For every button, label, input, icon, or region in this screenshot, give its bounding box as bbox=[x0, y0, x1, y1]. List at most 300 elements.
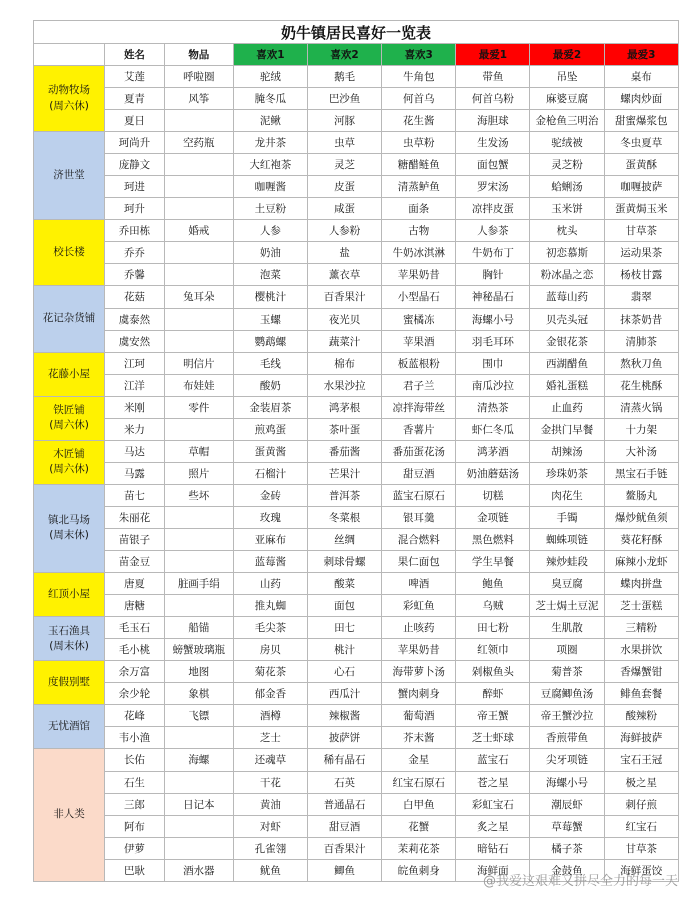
cell-name: 朱丽花 bbox=[105, 506, 165, 528]
table-row bbox=[34, 66, 679, 88]
cell-favorite-1: 鲍鱼 bbox=[456, 573, 530, 595]
cell-favorite-1: 凉拌皮蛋 bbox=[456, 198, 530, 220]
cell-like-2: 辣椒酱 bbox=[307, 705, 381, 727]
location-cell: 济世堂 bbox=[34, 132, 105, 220]
cell-name: 米刚 bbox=[105, 396, 165, 418]
cell-like-2: 皮蛋 bbox=[307, 176, 381, 198]
header-favorite-2: 最爱2 bbox=[530, 44, 604, 66]
cell-favorite-2: 海螺小号 bbox=[530, 771, 604, 793]
table-row bbox=[34, 727, 679, 749]
cell-like-2: 百香果汁 bbox=[307, 837, 381, 859]
cell-like-3: 香薯片 bbox=[382, 418, 456, 440]
table-row bbox=[34, 683, 679, 705]
cell-name: 唐糖 bbox=[105, 595, 165, 617]
cell-favorite-1: 帝王蟹 bbox=[456, 705, 530, 727]
cell-item: 象棋 bbox=[164, 683, 233, 705]
cell-like-3: 花蟹 bbox=[382, 815, 456, 837]
cell-favorite-3: 蛋黄酥 bbox=[604, 154, 678, 176]
cell-item bbox=[164, 418, 233, 440]
cell-name: 乔乔 bbox=[105, 242, 165, 264]
table-row bbox=[34, 617, 679, 639]
cell-favorite-2: 婚礼蛋糕 bbox=[530, 374, 604, 396]
cell-like-3: 蜜橘冻 bbox=[382, 308, 456, 330]
table-row bbox=[34, 220, 679, 242]
cell-favorite-3: 大补汤 bbox=[604, 440, 678, 462]
cell-like-3: 牛奶冰淇淋 bbox=[382, 242, 456, 264]
cell-favorite-3: 麻辣小龙虾 bbox=[604, 551, 678, 573]
cell-favorite-1: 带鱼 bbox=[456, 66, 530, 88]
cell-favorite-2: 蓝莓山药 bbox=[530, 286, 604, 308]
cell-like-3: 皖鱼刺身 bbox=[382, 859, 456, 881]
table-row bbox=[34, 264, 679, 286]
cell-favorite-3: 桌布 bbox=[604, 66, 678, 88]
cell-like-3: 小型晶石 bbox=[382, 286, 456, 308]
cell-item bbox=[164, 154, 233, 176]
cell-like-3: 甜豆酒 bbox=[382, 462, 456, 484]
table-body bbox=[34, 66, 679, 882]
cell-favorite-2: 臭豆腐 bbox=[530, 573, 604, 595]
table-row bbox=[34, 462, 679, 484]
cell-like-1: 金装眉茶 bbox=[233, 396, 307, 418]
cell-favorite-3: 爆炒鱿鱼须 bbox=[604, 506, 678, 528]
cell-item: 螃蟹玻璃瓶 bbox=[164, 639, 233, 661]
cell-like-3: 虫草粉 bbox=[382, 132, 456, 154]
cell-favorite-2: 辣炒蛙段 bbox=[530, 551, 604, 573]
cell-like-1: 驼绒 bbox=[233, 66, 307, 88]
cell-favorite-1: 神秘晶石 bbox=[456, 286, 530, 308]
cell-favorite-2: 玉米饼 bbox=[530, 198, 604, 220]
cell-like-1: 酒樽 bbox=[233, 705, 307, 727]
cell-favorite-2: 手镯 bbox=[530, 506, 604, 528]
cell-like-3: 白甲鱼 bbox=[382, 793, 456, 815]
cell-like-2: 盐 bbox=[307, 242, 381, 264]
cell-like-3: 海带萝卜汤 bbox=[382, 661, 456, 683]
cell-like-2: 甜豆酒 bbox=[307, 815, 381, 837]
cell-item: 地图 bbox=[164, 661, 233, 683]
cell-like-1: 酸奶 bbox=[233, 374, 307, 396]
cell-like-1: 对虾 bbox=[233, 815, 307, 837]
cell-like-3: 君子兰 bbox=[382, 374, 456, 396]
cell-name: 珂升 bbox=[105, 198, 165, 220]
cell-item: 明信片 bbox=[164, 352, 233, 374]
cell-like-3: 果仁面包 bbox=[382, 551, 456, 573]
cell-favorite-2: 金鼓鱼 bbox=[530, 859, 604, 881]
cell-favorite-1: 剁椒鱼头 bbox=[456, 661, 530, 683]
cell-favorite-2: 肉花生 bbox=[530, 484, 604, 506]
cell-name: 毛小桃 bbox=[105, 639, 165, 661]
cell-favorite-2: 西湖醋鱼 bbox=[530, 352, 604, 374]
cell-favorite-1: 围巾 bbox=[456, 352, 530, 374]
cell-like-3: 啤酒 bbox=[382, 573, 456, 595]
cell-like-1: 毛线 bbox=[233, 352, 307, 374]
cell-favorite-2: 生肌散 bbox=[530, 617, 604, 639]
cell-like-1: 芝士 bbox=[233, 727, 307, 749]
table-row bbox=[34, 705, 679, 727]
cell-name: 长佑 bbox=[105, 749, 165, 771]
cell-favorite-3: 红宝石 bbox=[604, 815, 678, 837]
location-cell: 度假别墅 bbox=[34, 661, 105, 705]
table-row bbox=[34, 815, 679, 837]
cell-name: 马露 bbox=[105, 462, 165, 484]
preference-table bbox=[33, 20, 679, 882]
cell-favorite-2: 胡辣汤 bbox=[530, 440, 604, 462]
cell-favorite-1: 金项链 bbox=[456, 506, 530, 528]
cell-favorite-3: 蝶肉拼盘 bbox=[604, 573, 678, 595]
cell-favorite-3: 酸辣粉 bbox=[604, 705, 678, 727]
cell-favorite-2: 香煎带鱼 bbox=[530, 727, 604, 749]
cell-like-2: 棉布 bbox=[307, 352, 381, 374]
table-row bbox=[34, 176, 679, 198]
cell-favorite-2: 潮辰虾 bbox=[530, 793, 604, 815]
cell-item bbox=[164, 330, 233, 352]
cell-like-1: 孔雀翎 bbox=[233, 837, 307, 859]
cell-item bbox=[164, 506, 233, 528]
cell-favorite-3: 海鲜披萨 bbox=[604, 727, 678, 749]
cell-favorite-1: 田七粉 bbox=[456, 617, 530, 639]
cell-favorite-1: 虾仁冬瓜 bbox=[456, 418, 530, 440]
cell-item: 些坏 bbox=[164, 484, 233, 506]
cell-like-2: 石英 bbox=[307, 771, 381, 793]
cell-favorite-1: 牛奶布丁 bbox=[456, 242, 530, 264]
location-cell: 木匠铺 (周六休) bbox=[34, 440, 105, 484]
cell-favorite-1: 黑色燃料 bbox=[456, 528, 530, 550]
location-cell: 花记杂货铺 bbox=[34, 286, 105, 352]
cell-like-1: 房贝 bbox=[233, 639, 307, 661]
cell-favorite-3: 极之星 bbox=[604, 771, 678, 793]
cell-like-3: 止咳药 bbox=[382, 617, 456, 639]
header-favorite-3: 最爱3 bbox=[604, 44, 678, 66]
cell-favorite-3: 蛋黄焗玉米 bbox=[604, 198, 678, 220]
cell-like-3: 古物 bbox=[382, 220, 456, 242]
cell-like-3: 糖醋鲢鱼 bbox=[382, 154, 456, 176]
cell-favorite-1: 醉虾 bbox=[456, 683, 530, 705]
cell-like-3: 牛角包 bbox=[382, 66, 456, 88]
cell-favorite-1: 切糕 bbox=[456, 484, 530, 506]
cell-name: 马达 bbox=[105, 440, 165, 462]
cell-like-1: 龙井茶 bbox=[233, 132, 307, 154]
cell-like-2: 普通晶石 bbox=[307, 793, 381, 815]
cell-like-2: 西瓜汁 bbox=[307, 683, 381, 705]
cell-name: 余万富 bbox=[105, 661, 165, 683]
cell-favorite-2: 帝王蟹沙拉 bbox=[530, 705, 604, 727]
cell-like-2: 灵芝 bbox=[307, 154, 381, 176]
cell-like-1: 毛尖茶 bbox=[233, 617, 307, 639]
cell-favorite-1: 暗钻石 bbox=[456, 837, 530, 859]
cell-favorite-3: 抹茶奶昔 bbox=[604, 308, 678, 330]
cell-favorite-1: 彩虹宝石 bbox=[456, 793, 530, 815]
cell-item: 飞镖 bbox=[164, 705, 233, 727]
cell-like-3: 金星 bbox=[382, 749, 456, 771]
cell-like-3: 苹果奶昔 bbox=[382, 264, 456, 286]
cell-favorite-3: 花生桃酥 bbox=[604, 374, 678, 396]
table-row bbox=[34, 639, 679, 661]
watermark: @我爱这艰难又拼尽全力的每一天 bbox=[482, 874, 678, 889]
cell-favorite-1: 红领巾 bbox=[456, 639, 530, 661]
cell-favorite-1: 羽毛耳环 bbox=[456, 330, 530, 352]
cell-like-2: 稀有晶石 bbox=[307, 749, 381, 771]
cell-like-1: 蛋黄酱 bbox=[233, 440, 307, 462]
cell-favorite-1: 乌贼 bbox=[456, 595, 530, 617]
cell-like-3: 葡萄酒 bbox=[382, 705, 456, 727]
cell-item: 婚戒 bbox=[164, 220, 233, 242]
cell-favorite-3: 甘草茶 bbox=[604, 220, 678, 242]
cell-like-3: 茉莉花茶 bbox=[382, 837, 456, 859]
cell-favorite-1: 生发汤 bbox=[456, 132, 530, 154]
cell-item bbox=[164, 176, 233, 198]
cell-item: 船锚 bbox=[164, 617, 233, 639]
table-row bbox=[34, 154, 679, 176]
cell-name: 阿布 bbox=[105, 815, 165, 837]
cell-like-3: 蓝宝石原石 bbox=[382, 484, 456, 506]
table-row bbox=[34, 88, 679, 110]
cell-favorite-2: 粉冰晶之恋 bbox=[530, 264, 604, 286]
cell-item bbox=[164, 551, 233, 573]
cell-like-3: 红宝石原石 bbox=[382, 771, 456, 793]
cell-like-2: 百香果汁 bbox=[307, 286, 381, 308]
cell-like-1: 还魂草 bbox=[233, 749, 307, 771]
page-title: 奶牛镇居民喜好一览表 bbox=[34, 21, 679, 44]
table-row bbox=[34, 484, 679, 506]
cell-like-2: 虫草 bbox=[307, 132, 381, 154]
table-row bbox=[34, 198, 679, 220]
location-cell: 非人类 bbox=[34, 749, 105, 881]
cell-favorite-1: 清热茶 bbox=[456, 396, 530, 418]
cell-like-3: 混合燃料 bbox=[382, 528, 456, 550]
cell-like-1: 大红袍茶 bbox=[233, 154, 307, 176]
location-cell: 红顶小屋 bbox=[34, 573, 105, 617]
cell-name: 唐夏 bbox=[105, 573, 165, 595]
cell-like-3: 银耳羹 bbox=[382, 506, 456, 528]
cell-item bbox=[164, 771, 233, 793]
cell-like-1: 土豆粉 bbox=[233, 198, 307, 220]
table-row bbox=[34, 793, 679, 815]
table-row bbox=[34, 308, 679, 330]
cell-like-1: 玉螺 bbox=[233, 308, 307, 330]
cell-like-3: 凉拌海带丝 bbox=[382, 396, 456, 418]
cell-like-2: 芒果汁 bbox=[307, 462, 381, 484]
cell-favorite-2: 金拱门早餐 bbox=[530, 418, 604, 440]
cell-name: 虞泰然 bbox=[105, 308, 165, 330]
cell-name: 苗银子 bbox=[105, 528, 165, 550]
header-row bbox=[34, 44, 679, 66]
cell-favorite-2: 初恋慕斯 bbox=[530, 242, 604, 264]
cell-item bbox=[164, 727, 233, 749]
cell-name: 珂进 bbox=[105, 176, 165, 198]
cell-item: 零件 bbox=[164, 396, 233, 418]
cell-name: 三郎 bbox=[105, 793, 165, 815]
cell-like-2: 蔬菜汁 bbox=[307, 330, 381, 352]
header-like-3: 喜欢3 bbox=[382, 44, 456, 66]
table-row bbox=[34, 749, 679, 771]
cell-like-1: 金砖 bbox=[233, 484, 307, 506]
table-row bbox=[34, 837, 679, 859]
cell-like-3: 番茄蛋花汤 bbox=[382, 440, 456, 462]
table-row bbox=[34, 330, 679, 352]
cell-name: 珂尚升 bbox=[105, 132, 165, 154]
cell-item bbox=[164, 242, 233, 264]
cell-favorite-3: 水果拼饮 bbox=[604, 639, 678, 661]
cell-like-2: 桃汁 bbox=[307, 639, 381, 661]
cell-name: 石生 bbox=[105, 771, 165, 793]
cell-like-2: 番茄酱 bbox=[307, 440, 381, 462]
cell-like-1: 泥鳅 bbox=[233, 110, 307, 132]
cell-favorite-3: 熬秋刀鱼 bbox=[604, 352, 678, 374]
table-row bbox=[34, 352, 679, 374]
cell-favorite-3: 清肺茶 bbox=[604, 330, 678, 352]
cell-favorite-1: 人参茶 bbox=[456, 220, 530, 242]
cell-like-2: 河豚 bbox=[307, 110, 381, 132]
cell-favorite-1: 海胆球 bbox=[456, 110, 530, 132]
cell-name: 江珂 bbox=[105, 352, 165, 374]
cell-like-2: 心石 bbox=[307, 661, 381, 683]
cell-favorite-2: 芝士焗土豆泥 bbox=[530, 595, 604, 617]
cell-item: 呼啦圈 bbox=[164, 66, 233, 88]
cell-favorite-3: 香爆蟹钳 bbox=[604, 661, 678, 683]
cell-item bbox=[164, 308, 233, 330]
table-row bbox=[34, 242, 679, 264]
cell-item bbox=[164, 198, 233, 220]
cell-like-1: 咖喱酱 bbox=[233, 176, 307, 198]
cell-like-2: 酸菜 bbox=[307, 573, 381, 595]
cell-like-3: 板蓝根粉 bbox=[382, 352, 456, 374]
location-cell: 无忧酒馆 bbox=[34, 705, 105, 749]
cell-favorite-3: 鲱鱼套餐 bbox=[604, 683, 678, 705]
table-row bbox=[34, 110, 679, 132]
cell-like-1: 干花 bbox=[233, 771, 307, 793]
cell-item: 草帽 bbox=[164, 440, 233, 462]
cell-like-1: 樱桃汁 bbox=[233, 286, 307, 308]
cell-like-1: 山药 bbox=[233, 573, 307, 595]
table-row bbox=[34, 374, 679, 396]
cell-name: 余少轮 bbox=[105, 683, 165, 705]
cell-item: 空药瓶 bbox=[164, 132, 233, 154]
location-cell: 铁匠铺 (周六休) bbox=[34, 396, 105, 440]
header-name: 姓名 bbox=[105, 44, 165, 66]
cell-like-1: 石榴汁 bbox=[233, 462, 307, 484]
header-like-2: 喜欢2 bbox=[307, 44, 381, 66]
cell-favorite-1: 芝士虾球 bbox=[456, 727, 530, 749]
cell-name: 庞静文 bbox=[105, 154, 165, 176]
table-row bbox=[34, 506, 679, 528]
cell-favorite-1: 面包蟹 bbox=[456, 154, 530, 176]
cell-like-2: 水果沙拉 bbox=[307, 374, 381, 396]
table-row bbox=[34, 661, 679, 683]
cell-favorite-3: 海鲜蛋饺 bbox=[604, 859, 678, 881]
cell-item bbox=[164, 528, 233, 550]
cell-like-1: 煎鸡蛋 bbox=[233, 418, 307, 440]
cell-item: 脏画手绢 bbox=[164, 573, 233, 595]
cell-favorite-2: 橘子茶 bbox=[530, 837, 604, 859]
cell-like-3: 苹果酒 bbox=[382, 330, 456, 352]
cell-like-2: 丝绸 bbox=[307, 528, 381, 550]
cell-favorite-2: 豆腐鲫鱼汤 bbox=[530, 683, 604, 705]
cell-favorite-2: 尖牙项链 bbox=[530, 749, 604, 771]
cell-favorite-1: 鸿茅酒 bbox=[456, 440, 530, 462]
cell-item: 日记本 bbox=[164, 793, 233, 815]
cell-item: 照片 bbox=[164, 462, 233, 484]
cell-name: 苗金豆 bbox=[105, 551, 165, 573]
cell-item: 海螺 bbox=[164, 749, 233, 771]
cell-favorite-3: 芝士蛋糕 bbox=[604, 595, 678, 617]
cell-like-1: 奶油 bbox=[233, 242, 307, 264]
cell-favorite-3: 杨枝甘露 bbox=[604, 264, 678, 286]
cell-like-1: 黄油 bbox=[233, 793, 307, 815]
cell-item: 风筝 bbox=[164, 88, 233, 110]
location-cell: 玉石渔具 (周末休) bbox=[34, 617, 105, 661]
cell-name: 乔馨 bbox=[105, 264, 165, 286]
cell-item: 兔耳朵 bbox=[164, 286, 233, 308]
cell-favorite-3: 鳌肠丸 bbox=[604, 484, 678, 506]
cell-favorite-1: 南瓜沙拉 bbox=[456, 374, 530, 396]
cell-favorite-3: 清蒸火锅 bbox=[604, 396, 678, 418]
cell-favorite-3: 甜蜜爆浆包 bbox=[604, 110, 678, 132]
cell-favorite-3: 运动果茶 bbox=[604, 242, 678, 264]
header-item: 物品 bbox=[164, 44, 233, 66]
cell-favorite-1: 海螺小号 bbox=[456, 308, 530, 330]
cell-favorite-1: 学生早餐 bbox=[456, 551, 530, 573]
table-row bbox=[34, 573, 679, 595]
table-row bbox=[34, 396, 679, 418]
cell-like-1: 玫瑰 bbox=[233, 506, 307, 528]
cell-like-1: 人参 bbox=[233, 220, 307, 242]
cell-like-2: 普洱茶 bbox=[307, 484, 381, 506]
cell-like-2: 披萨饼 bbox=[307, 727, 381, 749]
cell-like-1: 泡菜 bbox=[233, 264, 307, 286]
cell-item bbox=[164, 595, 233, 617]
cell-favorite-2: 草莓蟹 bbox=[530, 815, 604, 837]
cell-favorite-1: 蓝宝石 bbox=[456, 749, 530, 771]
cell-item bbox=[164, 837, 233, 859]
cell-favorite-1: 炙之星 bbox=[456, 815, 530, 837]
cell-favorite-2: 项圈 bbox=[530, 639, 604, 661]
cell-favorite-2: 止血药 bbox=[530, 396, 604, 418]
table-row bbox=[34, 551, 679, 573]
cell-like-1: 亚麻布 bbox=[233, 528, 307, 550]
cell-like-2: 鹅毛 bbox=[307, 66, 381, 88]
cell-favorite-3: 螺肉炒面 bbox=[604, 88, 678, 110]
header-location bbox=[34, 44, 105, 66]
cell-like-1: 菊花茶 bbox=[233, 661, 307, 683]
cell-favorite-1: 奶油蘑菇汤 bbox=[456, 462, 530, 484]
cell-favorite-2: 枕头 bbox=[530, 220, 604, 242]
cell-like-2: 鸿茅根 bbox=[307, 396, 381, 418]
cell-like-1: 腌冬瓜 bbox=[233, 88, 307, 110]
cell-favorite-3: 黑宝石手链 bbox=[604, 462, 678, 484]
cell-name: 伊萝 bbox=[105, 837, 165, 859]
cell-favorite-3: 刺仔煎 bbox=[604, 793, 678, 815]
cell-name: 夏日 bbox=[105, 110, 165, 132]
cell-name: 江洋 bbox=[105, 374, 165, 396]
cell-like-3: 蟹肉刺身 bbox=[382, 683, 456, 705]
cell-favorite-2: 灵芝粉 bbox=[530, 154, 604, 176]
cell-favorite-2: 金枪鱼三明治 bbox=[530, 110, 604, 132]
cell-like-1: 鱿鱼 bbox=[233, 859, 307, 881]
cell-like-2: 巴沙鱼 bbox=[307, 88, 381, 110]
cell-like-3: 何首乌 bbox=[382, 88, 456, 110]
cell-like-2: 夜光贝 bbox=[307, 308, 381, 330]
cell-name: 苗七 bbox=[105, 484, 165, 506]
table-row bbox=[34, 595, 679, 617]
cell-favorite-2: 菊普茶 bbox=[530, 661, 604, 683]
cell-name: 花峰 bbox=[105, 705, 165, 727]
header-like-1: 喜欢1 bbox=[233, 44, 307, 66]
cell-name: 艾莲 bbox=[105, 66, 165, 88]
cell-like-3: 芥末酱 bbox=[382, 727, 456, 749]
table-row bbox=[34, 286, 679, 308]
cell-like-1: 鹦鹉螺 bbox=[233, 330, 307, 352]
cell-like-2: 人参粉 bbox=[307, 220, 381, 242]
location-cell: 校长楼 bbox=[34, 220, 105, 286]
